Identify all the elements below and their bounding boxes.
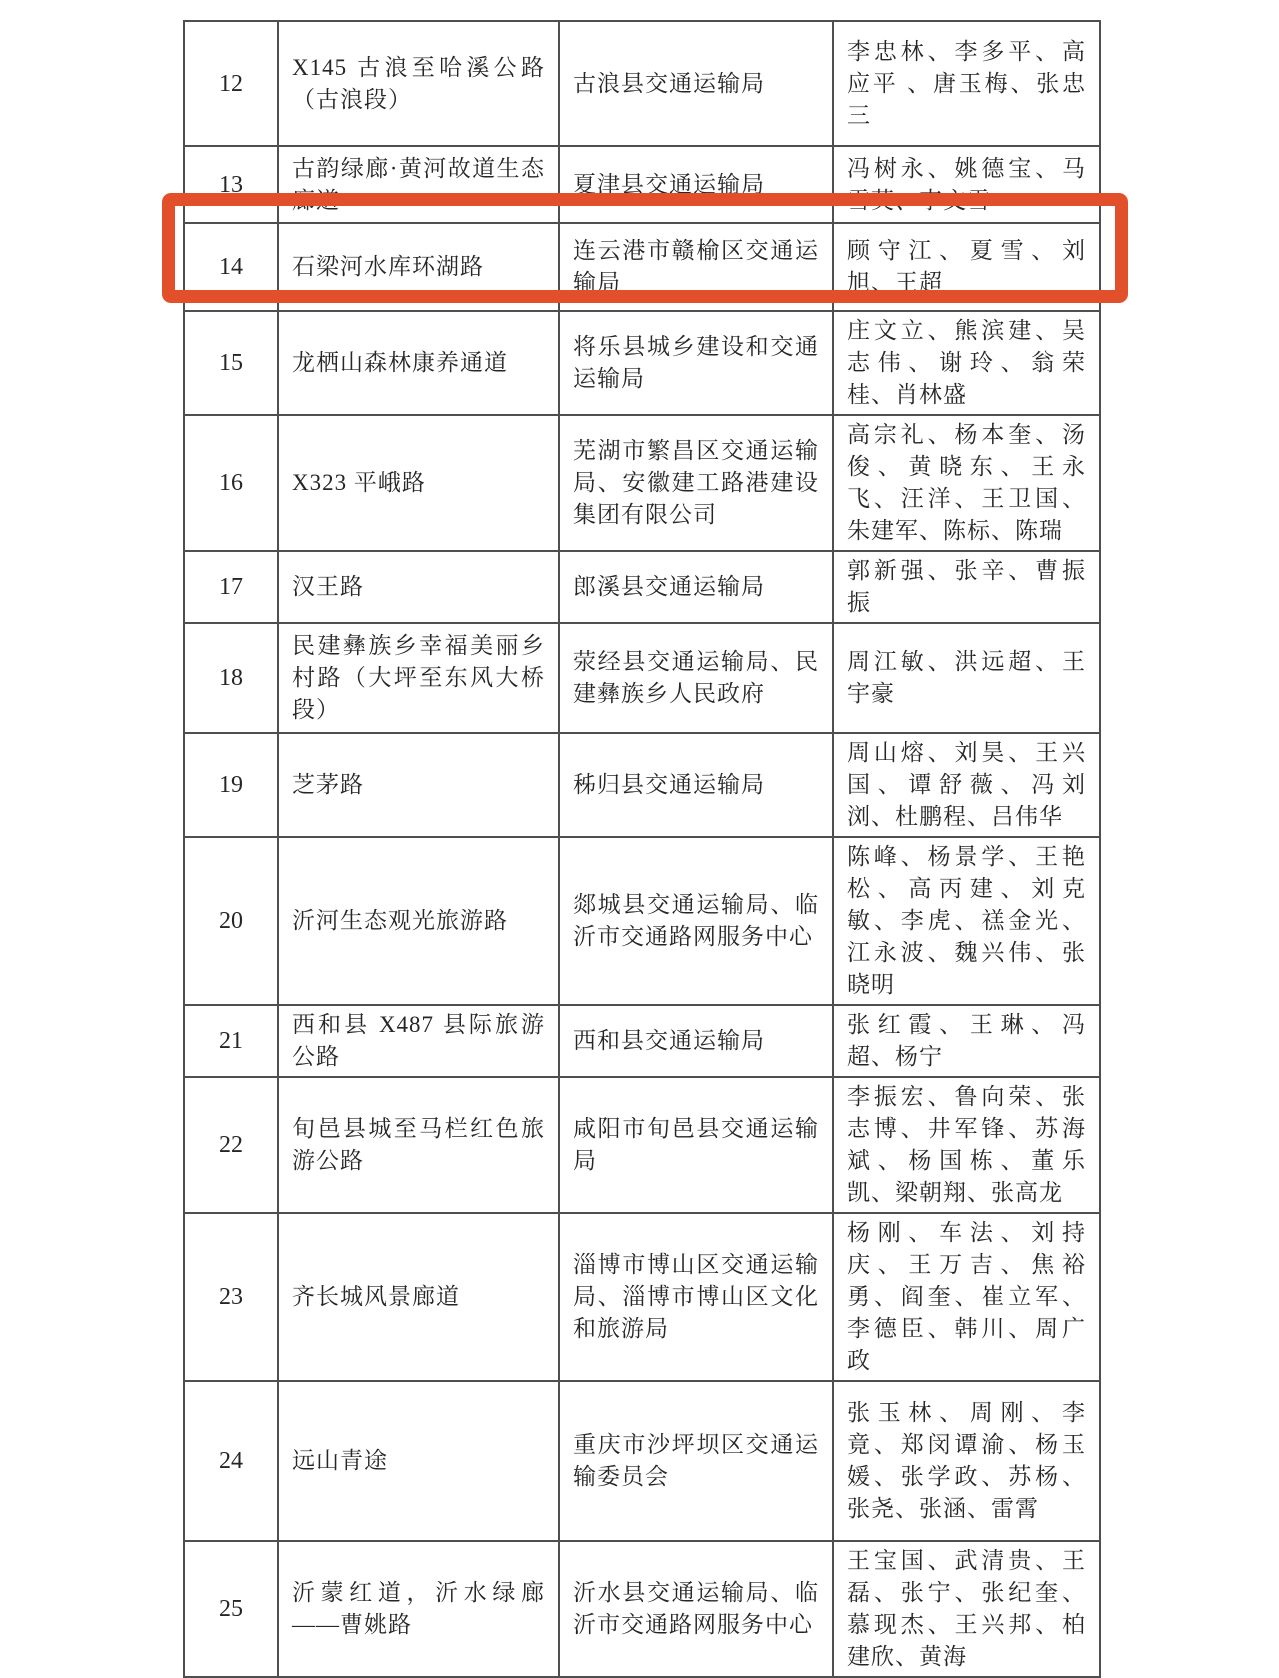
row-number-cell: 17: [184, 551, 278, 623]
row-number-cell: 25: [184, 1541, 278, 1677]
table-row: [184, 551, 1100, 623]
table-row: [184, 415, 1100, 551]
row-number-cell: 24: [184, 1381, 278, 1541]
row-number-cell: 22: [184, 1077, 278, 1213]
names-cell: 杨刚、车法、刘持庆、王万吉、焦裕勇、阎奎、崔立军、李德臣、韩川、周广政: [833, 1213, 1100, 1381]
organization-cell: 郯城县交通运输局、临沂市交通路网服务中心: [559, 837, 833, 1005]
table-row: [184, 1381, 1100, 1541]
road-name-cell: 民建彝族乡幸福美丽乡村路（大坪至东风大桥段）: [278, 623, 559, 733]
row-number-cell: 20: [184, 837, 278, 1005]
table-row-highlighted: [184, 223, 1100, 311]
road-name-cell: X323 平峨路: [278, 415, 559, 551]
row-number-cell: 13: [184, 146, 278, 223]
row-number-cell: 19: [184, 733, 278, 837]
table-row: [184, 1077, 1100, 1213]
organization-cell: 秭归县交通运输局: [559, 733, 833, 837]
road-name-cell: 远山青途: [278, 1381, 559, 1541]
organization-cell: 芜湖市繁昌区交通运输局、安徽建工路港建设集团有限公司: [559, 415, 833, 551]
names-cell: 高宗礼、杨本奎、汤俊、黄晓东、王永飞、汪洋、王卫国、朱建军、陈标、陈瑞: [833, 415, 1100, 551]
names-cell: 冯树永、姚德宝、马雪英、李文雪: [833, 146, 1100, 223]
organization-cell: 古浪县交通运输局: [559, 21, 833, 146]
row-number-cell: 16: [184, 415, 278, 551]
table-row: [184, 1005, 1100, 1077]
organization-cell: 咸阳市旬邑县交通运输局: [559, 1077, 833, 1213]
road-name-cell: 沂河生态观光旅游路: [278, 837, 559, 1005]
organization-cell: 夏津县交通运输局: [559, 146, 833, 223]
table-row: [184, 623, 1100, 733]
road-name-cell: 龙栖山森林康养通道: [278, 311, 559, 415]
table-row: [184, 311, 1100, 415]
names-cell: 李振宏、鲁向荣、张志博、井军锋、苏海斌、杨国栋、董乐凯、梁朝翔、张高龙: [833, 1077, 1100, 1213]
names-cell: 庄文立、熊滨建、吴志伟、谢玲、翁荣桂、肖林盛: [833, 311, 1100, 415]
row-number-cell: 14: [184, 223, 278, 311]
names-cell: 王宝国、武清贵、王磊、张宁、张纪奎、慕现杰、王兴邦、柏建欣、黄海: [833, 1541, 1100, 1677]
names-cell: 周江敏、洪远超、王宇豪: [833, 623, 1100, 733]
names-cell: 李忠林、李多平、高应平 、唐玉梅、张忠三: [833, 21, 1100, 146]
road-name-cell: 汉王路: [278, 551, 559, 623]
road-awards-table: [183, 20, 1101, 1678]
table-row: [184, 1213, 1100, 1381]
road-name-cell: X145 古浪至哈溪公路（古浪段）: [278, 21, 559, 146]
names-cell: 陈峰、杨景学、王艳松、高丙建、刘克敏、李虎、禚金光、江永波、魏兴伟、张晓明: [833, 837, 1100, 1005]
road-name-cell: 石梁河水库环湖路: [278, 223, 559, 311]
table-row: [184, 733, 1100, 837]
table-container: [183, 20, 1101, 1678]
names-cell: 张红霞、王琳、冯超、杨宁: [833, 1005, 1100, 1077]
names-cell: 顾守江、夏雪、刘旭、王超: [833, 223, 1100, 311]
organization-cell: 淄博市博山区交通运输局、淄博市博山区文化和旅游局: [559, 1213, 833, 1381]
organization-cell: 将乐县城乡建设和交通运输局: [559, 311, 833, 415]
road-name-cell: 古韵绿廊·黄河故道生态廊道: [278, 146, 559, 223]
organization-cell: 郎溪县交通运输局: [559, 551, 833, 623]
row-number-cell: 12: [184, 21, 278, 146]
road-name-cell: 沂蒙红道，沂水绿廊——曹姚路: [278, 1541, 559, 1677]
table-row: [184, 1541, 1100, 1677]
row-number-cell: 21: [184, 1005, 278, 1077]
road-name-cell: 西和县 X487 县际旅游公路: [278, 1005, 559, 1077]
road-name-cell: 齐长城风景廊道: [278, 1213, 559, 1381]
names-cell: 郭新强、张辛、曹振振: [833, 551, 1100, 623]
row-number-cell: 15: [184, 311, 278, 415]
table-row: [184, 837, 1100, 1005]
road-name-cell: 芝茅路: [278, 733, 559, 837]
organization-cell: 重庆市沙坪坝区交通运输委员会: [559, 1381, 833, 1541]
names-cell: 张玉林、周刚、李竟、郑闵谭渝、杨玉媛、张学政、苏杨、张尧、张涵、雷霄: [833, 1381, 1100, 1541]
table-row: [184, 21, 1100, 146]
organization-cell: 连云港市赣榆区交通运输局: [559, 223, 833, 311]
row-number-cell: 18: [184, 623, 278, 733]
organization-cell: 荥经县交通运输局、民建彝族乡人民政府: [559, 623, 833, 733]
road-name-cell: 旬邑县城至马栏红色旅游公路: [278, 1077, 559, 1213]
table-row: [184, 146, 1100, 223]
organization-cell: 西和县交通运输局: [559, 1005, 833, 1077]
organization-cell: 沂水县交通运输局、临沂市交通路网服务中心: [559, 1541, 833, 1677]
names-cell: 周山熔、刘昊、王兴国、谭舒薇、冯刘浏、杜鹏程、吕伟华: [833, 733, 1100, 837]
row-number-cell: 23: [184, 1213, 278, 1381]
